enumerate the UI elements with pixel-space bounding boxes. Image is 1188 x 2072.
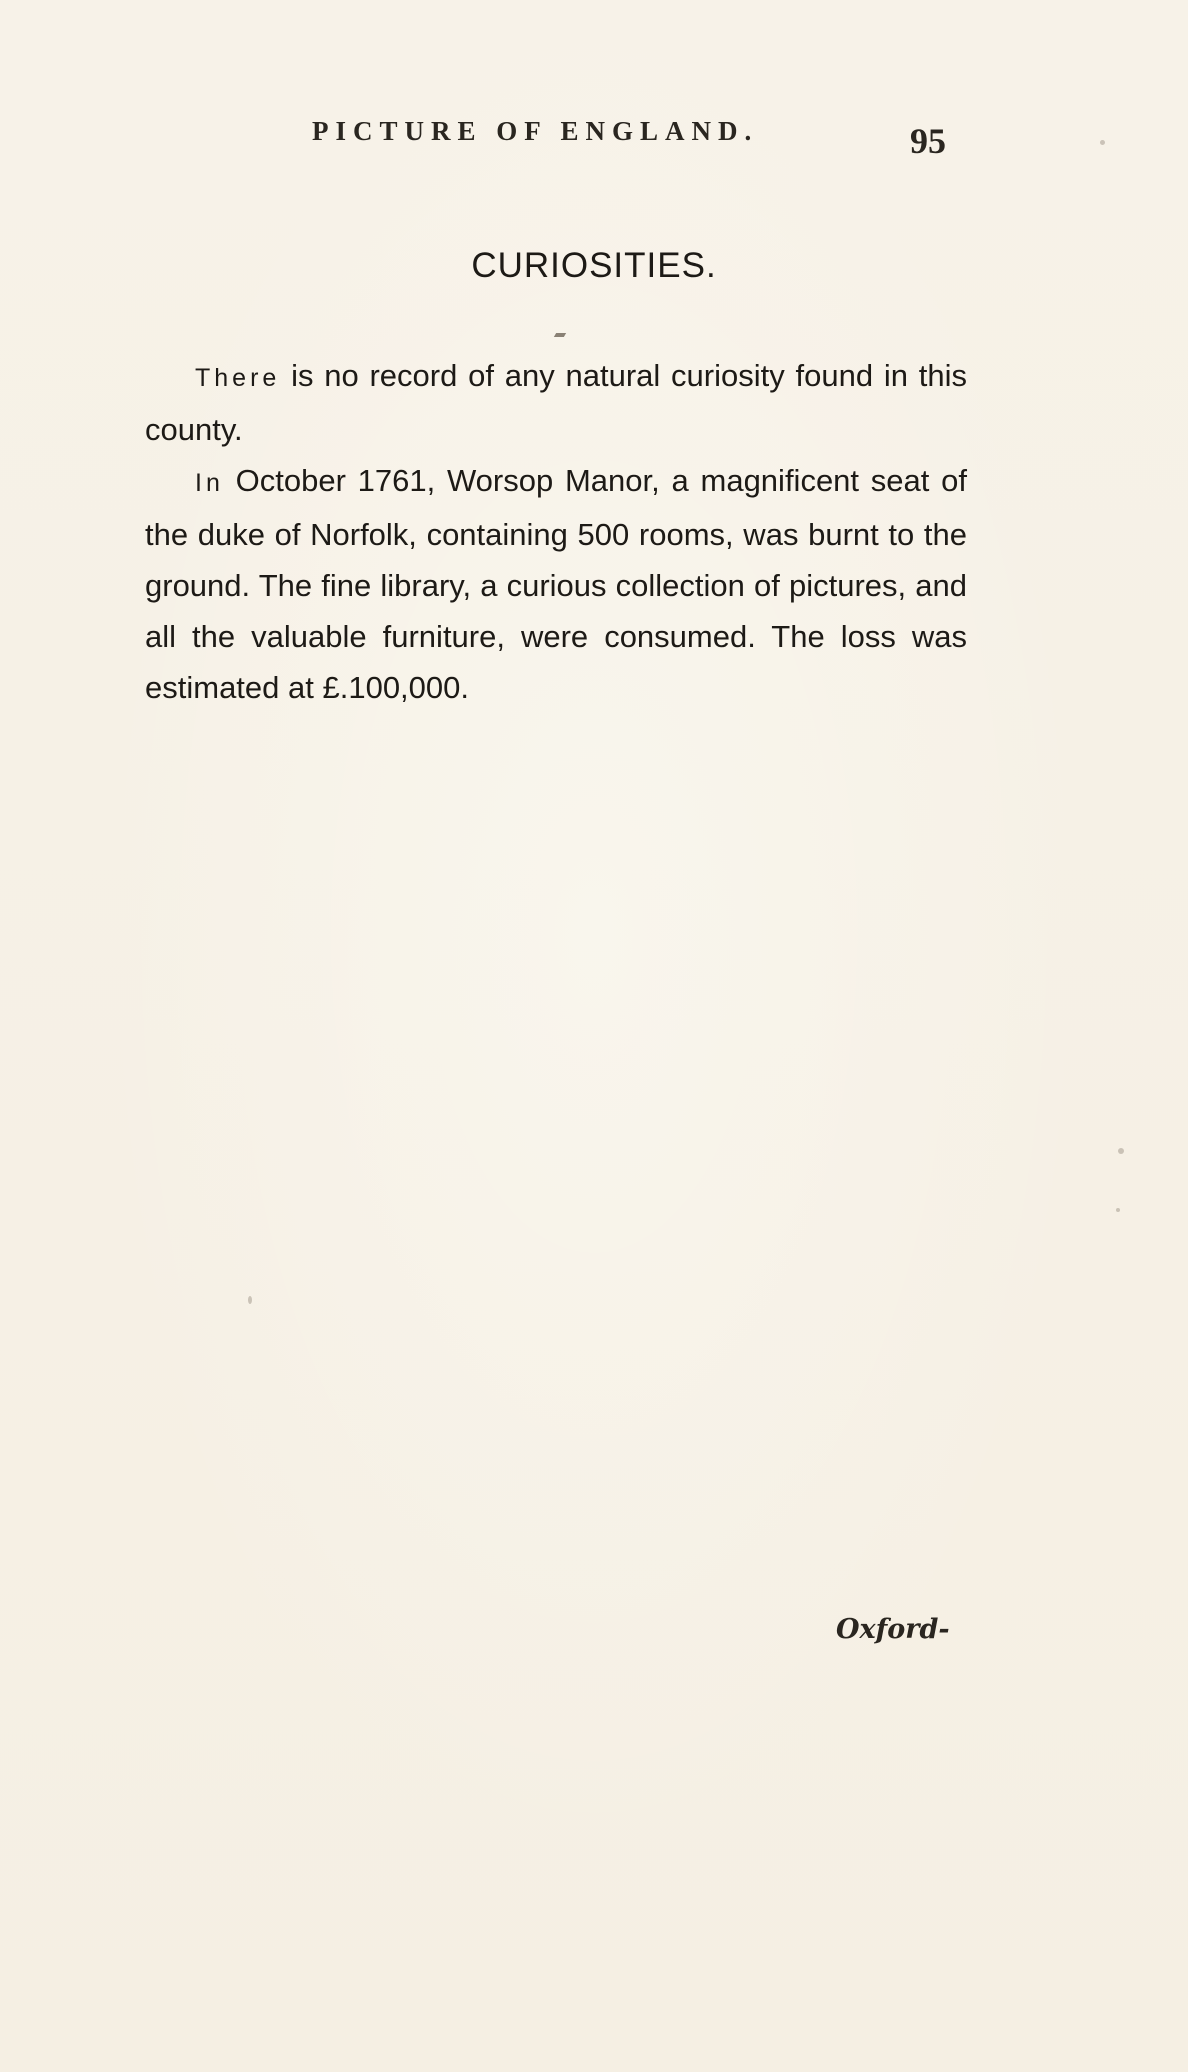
paragraph-2 — [145, 455, 967, 713]
paragraph-1-lead: There — [195, 364, 281, 392]
running-title: PICTURE OF ENGLAND. — [312, 116, 759, 146]
paragraph-2-lead: In — [195, 469, 224, 497]
ornament-mark — [554, 333, 566, 337]
paper-speck — [1118, 1148, 1124, 1154]
paper-speck — [1100, 140, 1105, 145]
body-text — [145, 350, 967, 713]
catchword: Oxford- — [836, 1614, 950, 1645]
paper-speck — [1116, 1208, 1120, 1212]
paragraph-1-text: is no record of any natural curiosity found in this county. — [145, 358, 967, 447]
paragraph-2-text: October 1761, Worsop Manor, a magnificent seat of the duke of Norfolk, containing 500 rooms, was burnt to the ground. The fine library, a curious collection of pictures, and all the valuable furniture, were consumed. The loss was estimated at £.100,000. — [145, 463, 967, 705]
paragraph-1 — [145, 350, 967, 455]
page-number: 95 — [910, 121, 946, 161]
section-title: CURIOSITIES. — [471, 246, 717, 285]
paper-speck — [248, 1296, 252, 1304]
